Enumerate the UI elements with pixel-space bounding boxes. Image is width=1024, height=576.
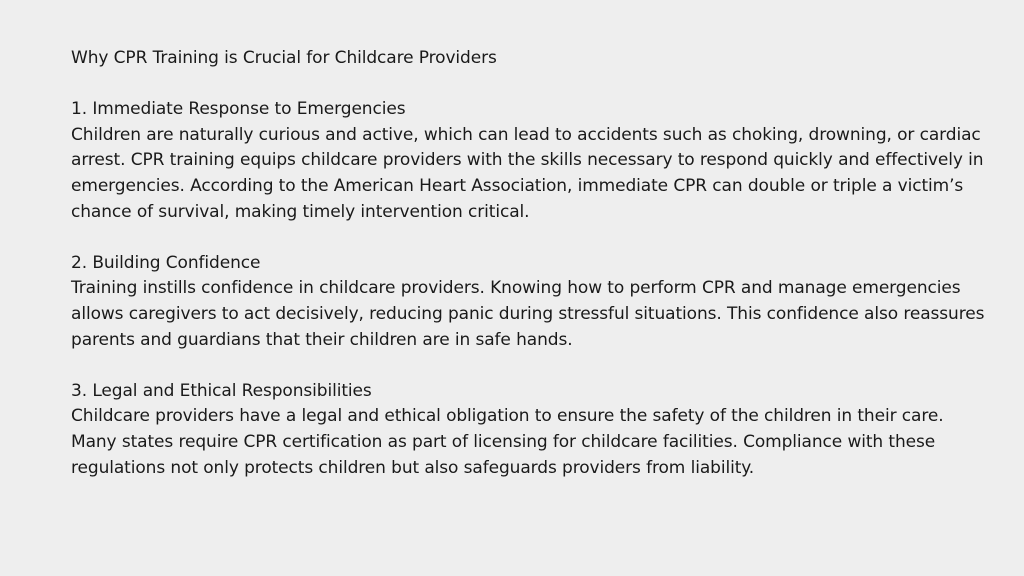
section-heading: 2. Building Confidence [71,252,261,273]
section-immediate-response [71,97,991,225]
section-body: Training instills confidence in childcare providers. Knowing how to perform CPR and manage emergencies allows caregivers to act decisively, reducing panic during stressful situations. This confidence also reassures parents and guardians that their children are in safe hands. [71,278,985,350]
document-title: Why CPR Training is Crucial for Childcare Providers [71,48,497,68]
section-building-confidence [71,251,991,353]
document-content [71,46,991,481]
section-body: Children are naturally curious and active, which can lead to accidents such as choking, drowning, or cardiac arrest. CPR training equips childcare providers with the skills necessary to respond quickly and effectively in emergencies. According to the American Heart Association, immediate CPR can double or triple a victim’s chance of survival, making timely intervention critical. [71,124,984,222]
section-body: Childcare providers have a legal and ethical obligation to ensure the safety of the children in their care. Many states require CPR certification as part of licensing for childcare facilities. Compliance with these regulations not only protects children but also safeguards providers from liability. [71,406,944,478]
section-heading: 3. Legal and Ethical Responsibilities [71,380,372,401]
section-heading: 1. Immediate Response to Emergencies [71,99,406,120]
section-legal-ethical [71,379,991,481]
